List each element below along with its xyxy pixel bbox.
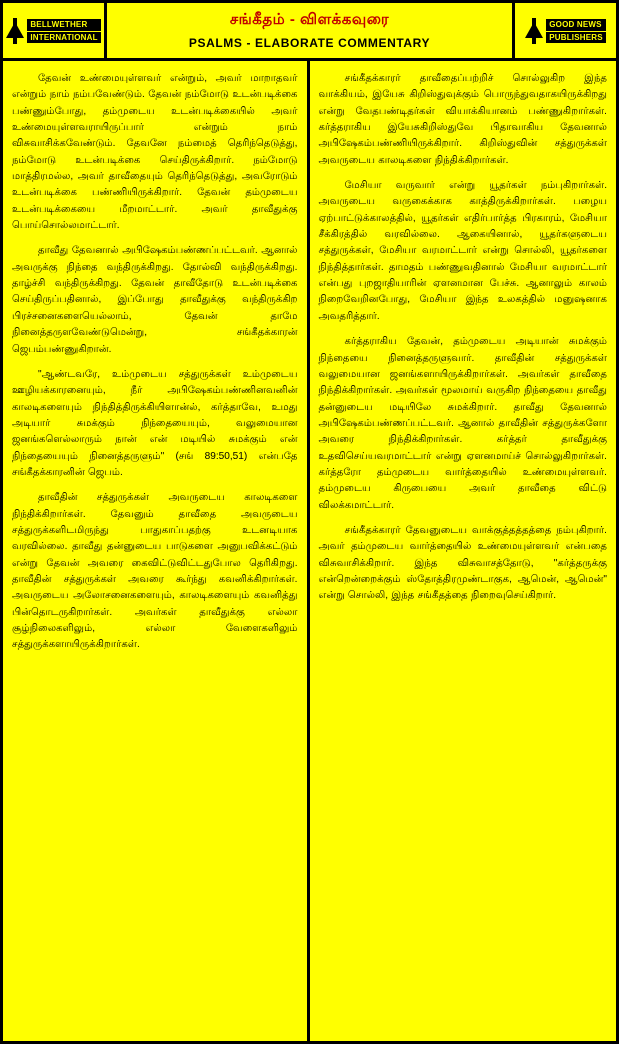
logo-row <box>515 18 616 44</box>
page-title-english: PSALMS - ELABORATE COMMENTARY <box>188 36 431 50</box>
paragraph: தாவீது தேவனால் அபிஷேகம்பண்ணப்பட்டவர். ஆனால் அவருக்கு நிந்தை வந்திருக்கிறது. தோல்வி வந்திருக்கிறது. தாழ்ச்சி வந்திருக்கிறது. தேவன் தாவீதோடு உடன்படிக்கை செய்திருப்பதினால், இப்போது தாவீதுக்கு வந்திருக்கிற பிரச்சனைகளையெல்லாம், தேவன் தாமே நினைத்தருளவேண்டுமென்று, சங்கீதக்காரன் ஜெபம்பண்ணுகிறான். <box>12 245 298 355</box>
bell-tower-icon <box>6 18 24 44</box>
logo-line-1: BELLWETHER <box>27 19 100 30</box>
logo-line-2: PUBLISHERS <box>546 32 606 43</box>
page-title-tamil: சங்கீதம் - விளக்கவுரை <box>229 11 390 28</box>
right-column <box>310 61 617 1041</box>
page-header <box>3 3 616 61</box>
logo-line-1: GOOD NEWS <box>546 19 606 30</box>
bellwether-international-logo <box>3 3 107 58</box>
good-news-publishers-logo <box>512 3 616 58</box>
logo-text <box>27 18 100 42</box>
title-block <box>107 3 512 58</box>
paragraph: தேவன் உண்மையுள்ளவர் என்றும், அவர் மாறாதவர் என்றும் நாம் நம்பவேண்டும். தேவன் நம்மோடு உடன்படிக்கை பண்ணும்போது, தம்முடைய உடன்படிக்கையில் அவர் உண்மையுள்ளவராயிருப்பார் என்றும் நாம் விசுவாசிக்கவேண்டும். தேவனே நம்மைத் தெரிந்தெடுத்து, நம்மோடு உடன்படிக்கை செய்திருக்கிறார். நம்மோடு மாத்திரமல்ல, அவர் தாவீதையும் தெரிந்தெடுத்து, அவரோடும் உடன்படிக்கை பண்ணியிருக்கிறார். தேவன் தம்முடைய உடன்படிக்கையை மீறமாட்டார். அவர் தாவீதுக்கு பொய்சொல்லமாட்டார். <box>12 73 298 232</box>
paragraph: மேசியா வருவார் என்று யூதர்கள் நம்புகிறார்கள். அவருடைய வருகைக்காக காத்திருக்கிறார்கள். பழைய ஏற்பாட்டுக்காலத்தில், யூதர்கள் எதிர்பார்த்த பிரகாரம், மேசியா சீக்கிரத்தில் வரவில்லை. ஆகையினால், யூதர்களுடைய சத்துருக்கள், மேசியா வரமாட்டார் என்று சொல்லி, யூதர்களை நிந்தித்தார்கள். தாமதம் பண்ணுவதினால் மேசியா வரமாட்டார் என்பது புறஜாதியாரின் ஏளனமான பேச்சு. ஆனாலும் காலம் நிறைவேறினபோது, மேசியா இந்த உலகத்தில் மனுஷனாக அவதரித்தார். <box>318 180 607 322</box>
paragraph: "ஆண்டவரே, உம்முடைய சத்துருக்கள் உம்முடைய ஊழியக்காரனையும், நீர் அபிஷேகம்பண்ணினவனின் காலடிகளையும் நிந்தித்திருக்கியிளான்ல், கர்த்தாவே, உமது அடியார் சுமக்கும் நிந்தையையும், வலுமையான ஜனங்களெல்லாரும் நான் என் மடியில் சுமக்கும் என் நிந்தையையும் நினைத்தருளும்" (சங் 89:50,51) என்பதே சங்கீதக்காரனின் ஜெபம். <box>12 368 298 478</box>
body-columns <box>3 61 616 1041</box>
logo-row <box>3 18 104 44</box>
paragraph: சங்கீதக்காரர் தேவனுடைய வாக்குத்தத்தத்தை நம்புகிறார். அவர் தம்முடைய வார்த்தையில் உண்மையுள்ளவர் என்பதை விசுவாசிக்கிறார். இந்த விசுவாசத்தோடு, "கர்த்தருக்கு என்றென்றைக்கும் ஸ்தோத்திரமுண்டாகுக, ஆமென், ஆமென்" என்று சொல்லி, இந்த சங்கீதத்தை நிறைவுசெய்கிறார். <box>318 524 607 602</box>
left-column <box>3 61 310 1041</box>
paragraph: சங்கீதக்காரர் தாவீதைப்பற்றிச் சொல்லுகிற இந்த வாக்கியம், இயேசு கிறிஸ்துவுக்கும் பொருந்துவதாகயிருக்கிறது என்று வேதபண்டிதர்கள் வியாக்கியானம் பண்ணுகிறார்கள். கர்த்தராகிய இயேசுகிறிஸ்துவே பிதாவாகிய தேவனால் அபிஷேகம்பண்ணியிருக்கிறார். கிறிஸ்துவின் சத்துருக்கள் அவருடைய காலடிகளை நிந்திக்கிறார்கள். <box>318 73 607 166</box>
logo-text <box>546 18 606 42</box>
bell-tower-icon <box>525 18 543 44</box>
paragraph: தாவீதின் சத்துருக்கள் அவருடைய காலடிகளை நிந்திக்கிறார்கள். தேவனும் தாவீதை அவருடைய சத்துருக்களிடமிருந்து பாதுகாப்பதற்கு உடனடியாக வரவில்லை. தாவீது தன்னுடைய பாடுகளை அனுபவிக்கட்டும் என்று தேவன் அவரை கைவிட்டுவிட்டதுபோல தெரிகிறது. தாவீதின் சத்துருக்கள் அவரை கூர்ந்து கவனிக்கிறார்கள். அவருடைய அலோசனைகளையும், காலடிகளையும் கவனித்து பின்தொடருகிறார்கள். அவர்கள் தாவீதுக்கு எல்லா சூழ்நிலைகளிலும், எல்லா வேளைகளிலும் சத்துருக்களாயிருக்கிறார்கள். <box>12 492 298 651</box>
paragraph: கர்த்தராகிய தேவன், தம்முடைய அடியான் சுமக்கும் நிந்தையை நினைத்தருளுவார். தாவீதின் சத்துருக்கள் வலுமையான ஜனங்களாயிருக்கிறார்கள். அவர்கள் தாவீதை நிந்திக்கிறார்கள். அவர்கள் மூலமாய் வருகிற நிந்தையை தாவீது தன்னுடைய மடியிலே சுமக்கிறார். தாவீது தேவனால் அபிஷேகம்பண்ணப்பட்டவர். ஆனால் தாவீதின் சத்துருக்களோ அவரை நிந்திக்கிறார்கள். கர்த்தர் தாவீதுக்கு உதவிசெய்யவரமாட்டார் என்று ஏளனமாய்ச் சொல்லுகிறார்கள். கர்த்தரோ தம்முடைய வார்த்தையில் உண்மையுள்ளவர். தம்முடைய கிருபையை அவர் தாவீதை விட்டு விலக்கமாட்டார். <box>318 336 607 511</box>
logo-line-2: INTERNATIONAL <box>27 32 100 43</box>
